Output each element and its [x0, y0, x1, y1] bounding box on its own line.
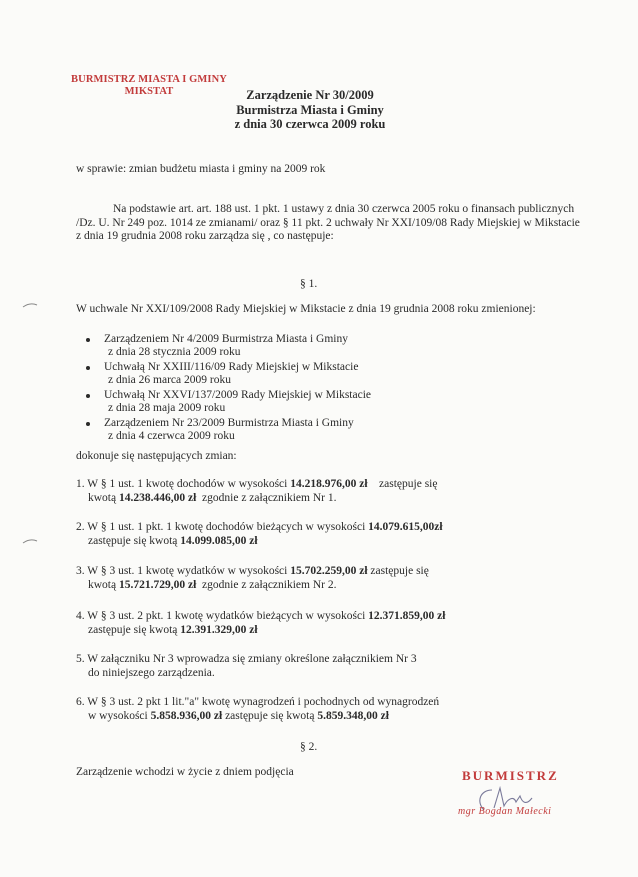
list-item: Zarządzeniem Nr 4/2009 Burmistrza Miasta i Gminy z dnia 28 stycznia 2009 roku — [72, 333, 472, 359]
header-issuer: Burmistrza Miasta i Gminy — [236, 102, 384, 117]
legal-basis-paragraph: Na podstawie art. art. 188 ust. 1 pkt. 1 ustawy z dnia 30 czerwca 2005 roku o finansach publicznych /Dz. U. Nr 249 poz. 1014 ze zmianami/ oraz § 11 pkt. 2 uchwały Nr XXI/109/08 Rady Miejskiej w Mikstacie z dnia 19 grudnia 2008 roku zarządza się , co następuje: — [76, 203, 580, 242]
bullet-icon — [86, 422, 90, 426]
margin-mark — [22, 538, 38, 544]
amendments-list — [72, 333, 472, 445]
document-header — [180, 88, 440, 132]
document-subject: w sprawie: zmian budżetu miasta i gminy na 2009 rok — [76, 163, 326, 175]
section-1-heading: § 1. — [300, 278, 318, 290]
bullet-icon — [86, 394, 90, 398]
change-item-2: 2. W § 1 ust. 1 pkt. 1 kwotę dochodów bieżących w wysokości 14.079.615,00zł zastępuje się kwotą 14.099.085,00 zł — [76, 521, 443, 547]
closing-statement: Zarządzenie wchodzi w życie z dniem podjęcia — [76, 766, 294, 778]
list-item: Uchwałą Nr XXVI/137/2009 Rady Miejskiej w Mikstacie z dnia 28 maja 2009 roku — [72, 389, 472, 415]
change-item-5: 5. W załączniku Nr 3 wprowadza się zmiany określone załącznikiem Nr 3 do niniejszego zarządzenia. — [76, 653, 417, 679]
margin-mark — [22, 302, 38, 308]
resolution-intro: W uchwale Nr XXI/109/2008 Rady Miejskiej w Mikstacie z dnia 19 grudnia 2008 roku zmienionej: — [76, 303, 536, 315]
change-item-4: 4. W § 3 ust. 2 pkt. 1 kwotę wydatków bieżących w wysokości 12.371.859,00 zł zastępuje się kwotą 12.391.329,00 zł — [76, 610, 446, 636]
header-date: z dnia 30 czerwca 2009 roku — [234, 117, 386, 131]
issuer-stamp-line2: MIKSTAT — [124, 86, 174, 97]
list-item: Zarządzeniem Nr 23/2009 Burmistrza Miasta i Gminy z dnia 4 czerwca 2009 roku — [72, 417, 472, 443]
section-2-heading: § 2. — [300, 741, 318, 753]
bullet-icon — [86, 338, 90, 342]
change-item-1: 1. W § 1 ust. 1 kwotę dochodów w wysokości 14.218.976,00 zł zastępuje się kwotą 14.238.446,00 zł zgodnie z załącznikiem Nr 1. — [76, 478, 438, 504]
changes-intro: dokonuje się następujących zmian: — [76, 450, 237, 462]
signature-stamp-title: BURMISTRZ — [462, 768, 559, 783]
signatory-name: mgr Bogdan Małecki — [458, 806, 552, 817]
bullet-icon — [86, 366, 90, 370]
change-item-6: 6. W § 3 ust. 2 pkt 1 lit."a" kwotę wynagrodzeń i pochodnych od wynagrodzeń w wysokości 5.858.936,00 zł zastępuje się kwotą 5.859.348,00 zł — [76, 696, 440, 722]
header-title: Zarządzenie Nr 30/2009 — [246, 88, 374, 102]
list-item: Uchwałą Nr XXIII/116/09 Rady Miejskiej w Mikstacie z dnia 26 marca 2009 roku — [72, 361, 472, 387]
issuer-stamp-line1: BURMISTRZ MIASTA I GMINY — [71, 74, 227, 85]
change-item-3: 3. W § 3 ust. 1 kwotę wydatków w wysokości 15.702.259,00 zł zastępuje się kwotą 15.721.729,00 zł zgodnie z załącznikiem Nr 2. — [76, 565, 429, 591]
